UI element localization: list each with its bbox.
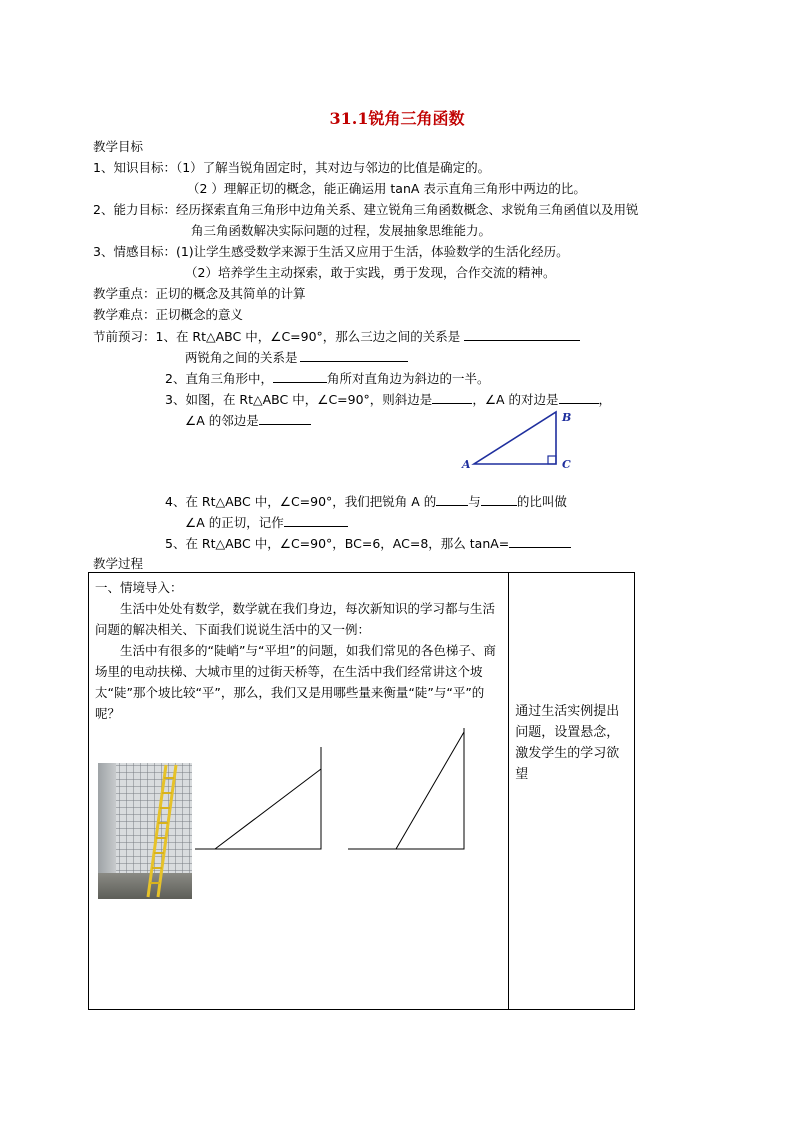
objective-ability-2: 角三角函数解决实际问题的过程，发展抽象思维能力。 — [191, 223, 492, 238]
section-title: 一、情境导入： — [95, 580, 183, 595]
intro-paragraph-2: 生活中有很多的“陡峭”与“平坦”的问题，如我们常见的各色梯子、商场里的电动扶梯、大城市里的过街天桥等，在生活中我们经常讲这个坡太“陡”那个坡比较“平”，那么，我们又是用哪些量来衡量“陡”与“平”的呢？ — [95, 643, 496, 721]
page-title: 31.1锐角三角函数 — [329, 109, 465, 128]
objective-ability-1: 2、能力目标：经历探索直角三角形中边角关系、建立锐角三角函数概念、求锐角三角函值以及用锐 — [93, 202, 639, 217]
preview-q4a: 4、在 Rt△ABC 中，∠C=90°，我们把锐角 A 的 与 的比叫做 — [165, 494, 567, 509]
design-intent-note: 通过生活实例提出问题，设置悬念，激发学生的学习欲望 — [515, 704, 620, 782]
intro-paragraph-1: 生活中处处有数学，数学就在我们身边，每次新知识的学习都与生活问题的解决相关、下面我们说说生活中的又一例： — [95, 601, 496, 637]
preview-q3b: ∠A 的邻边是 — [185, 411, 311, 430]
preview-q3a: 3、如图，在 Rt△ABC 中，∠C=90°，则斜边是 ，∠A 的对边是 ， — [165, 392, 612, 407]
gentle-slope-triangle — [195, 743, 335, 853]
ladder-photo — [98, 763, 192, 899]
preview-q2: 2、直角三角形中， 角所对直角边为斜边的一半。 — [165, 371, 490, 386]
preview-q5: 5、在 Rt△ABC 中，∠C=90°，BC=6，AC=8，那么 tanA= — [165, 534, 571, 553]
process-content-cell — [89, 573, 509, 1010]
preview-q1b: 两锐角之间的关系是 — [185, 348, 408, 367]
objective-emotion-2: （2）培养学生主动探索，敢于实践，勇于发现，合作交流的精神。 — [185, 265, 556, 280]
preview-q4b: ∠A 的正切，记作 — [185, 513, 348, 532]
key-point: 教学重点：正切的概念及其简单的计算 — [93, 286, 306, 301]
objective-knowledge-2: （2 ）理解正切的概念，能正确运用 tanA 表示直角三角形中两边的比。 — [187, 181, 586, 196]
objective-emotion-1: 3、情感目标：(1)让学生感受数学来源于生活又应用于生活，体验数学的生活化经历。 — [93, 244, 569, 259]
preview-q1a: 节前预习：1、在 Rt△ABC 中，∠C=90°，那么三边之间的关系是 — [93, 327, 580, 346]
ladder-icon — [98, 763, 192, 899]
process-note-cell — [509, 573, 635, 1010]
vertex-label-c: C — [562, 458, 571, 471]
vertex-label-a: A — [462, 458, 471, 471]
vertex-label-b: B — [562, 411, 572, 424]
objectives-heading: 教学目标 — [93, 139, 144, 154]
process-heading: 教学过程 — [93, 556, 144, 571]
difficulty: 教学难点：正切概念的意义 — [93, 307, 244, 322]
objective-knowledge-1: 1、知识目标：（1）了解当锐角固定时，其对边与邻边的比值是确定的。 — [93, 160, 491, 175]
steep-slope-triangle — [348, 728, 478, 853]
right-triangle-figure — [458, 404, 588, 474]
teaching-process-table — [88, 572, 635, 1010]
